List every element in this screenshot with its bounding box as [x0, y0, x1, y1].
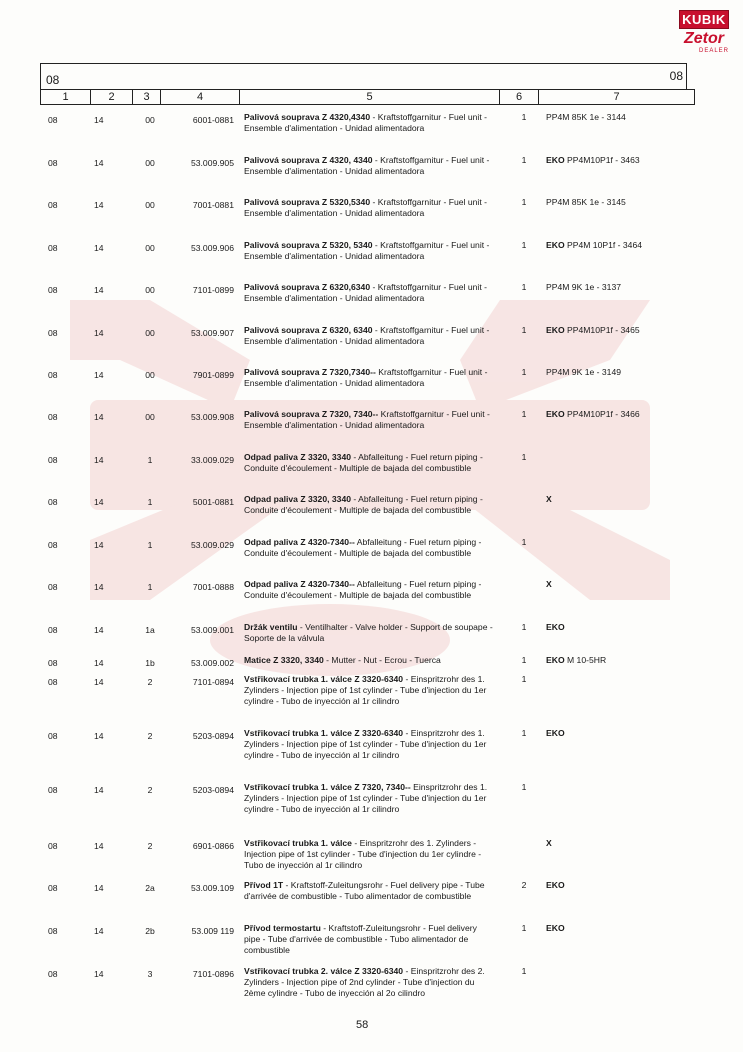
row-group: 08: [48, 582, 58, 592]
row-description-title: Vstřikovací trubka 1. válce: [244, 838, 352, 848]
row-note-text: PP4M10P1f - 3465: [564, 325, 640, 335]
row-subgroup: 14: [94, 658, 104, 668]
row-part-number: 53.009.906: [190, 243, 234, 253]
row-description-text: - Ventilhalter - Valve holder - Support de soupape - Soporte de la válvula: [244, 622, 493, 643]
row-description-title: Odpad paliva Z 3320, 3340: [244, 452, 351, 462]
kubik-zetor-logo: [679, 10, 729, 60]
row-note: [546, 494, 696, 505]
row-description-text: - Kraftstoffgarnitur - Fuel unit - Ensemble d'alimentation - Unidad alimentadora: [244, 240, 490, 261]
column-header-row: [40, 89, 695, 105]
row-description-text: - Abfalleitung - Fuel return piping - Conduite d'écoulement - Multiple de bajada del combustible: [244, 494, 483, 515]
row-description-title: Odpad paliva Z 4320-7340--: [244, 537, 355, 547]
row-description-text: Abfalleitung - Fuel return piping - Conduite d'écoulement - Multiple de bajada del combustible: [244, 537, 482, 558]
row-description-text: - Mutter - Nut - Ecrou - Tuerca: [323, 655, 441, 665]
row-description: [244, 838, 494, 871]
row-group: 08: [48, 969, 58, 979]
row-part-number: 53.009.109: [190, 883, 234, 893]
row-note-text: PP4M10P1f - 3463: [564, 155, 640, 165]
row-note-text: M 10-5HR: [564, 655, 607, 665]
row-quantity: 1: [521, 282, 527, 292]
row-description-text: - Kraftstoff-Zuleitungsrohr - Fuel delivery pipe - Tube d'arrivée de combustible - Tubo alimentador de combustible: [244, 880, 485, 901]
row-subgroup: 14: [94, 115, 104, 125]
row-part-number: 7001-0888: [192, 582, 234, 592]
row-description-text: - Einspritzrohr des 1. Zylinders - Injection pipe of 1st cylinder - Tube d'injection du 1er cylindre - Tubo de inyección al 1r cilindro: [244, 674, 487, 706]
row-subgroup: 14: [94, 158, 104, 168]
row-part-number: 53.009.001: [190, 625, 234, 635]
row-position: 2a: [145, 883, 155, 893]
column-header: 2: [91, 90, 133, 104]
row-description-title: Palivová souprava Z 6320, 6340: [244, 325, 373, 335]
row-subgroup: 14: [94, 677, 104, 687]
row-group: 08: [48, 731, 58, 741]
row-quantity: 1: [521, 655, 527, 665]
row-note-flag: EKO: [546, 923, 565, 933]
row-description-text: - Kraftstoffgarnitur - Fuel unit - Ensemble d'alimentation - Unidad alimentadora: [244, 325, 490, 346]
row-note-flag: X: [546, 494, 552, 504]
row-note-flag: EKO: [546, 880, 565, 890]
column-header: 6: [500, 90, 539, 104]
row-quantity: 1: [521, 622, 527, 632]
row-description: [244, 782, 494, 815]
row-part-number: 53.009.002: [190, 658, 234, 668]
row-description-text: - Kraftstoff-Zuleitungsrohr - Fuel delivery pipe - Tube d'arrivée de combustible - Tubo alimentador de combustible: [244, 923, 477, 955]
row-quantity: 1: [521, 240, 527, 250]
row-note-flag: EKO: [546, 155, 565, 165]
row-description: [244, 923, 494, 956]
section-code-right: 08: [669, 69, 683, 83]
row-part-number: 7901-0899: [192, 370, 234, 380]
row-note-flag: EKO: [546, 325, 565, 335]
logo-kubik-text: KUBIK: [679, 10, 729, 29]
row-group: 08: [48, 658, 58, 668]
row-description: [244, 452, 494, 474]
row-description-title: Přívod 1T: [244, 880, 284, 890]
row-quantity: 1: [521, 155, 527, 165]
logo-dealer-text: DEALER: [698, 48, 729, 54]
section-header: [40, 63, 687, 89]
row-description-text: Kraftstoffgarnitur - Fuel unit - Ensemble d'alimentation - Unidad alimentadora: [244, 409, 490, 430]
row-description-title: Odpad paliva Z 4320-7340--: [244, 579, 355, 589]
row-note: [546, 880, 696, 891]
row-part-number: 7101-0896: [192, 969, 234, 979]
row-description: [244, 728, 494, 761]
row-group: 08: [48, 455, 58, 465]
row-description-text: - Einspritzrohr des 2. Zylinders - Injection pipe of 2nd cylinder - Tube d'injection du 2ème cylindre - Tubo de inyección al 2o cilindro: [244, 966, 485, 998]
row-group: 08: [48, 926, 58, 936]
row-group: 08: [48, 785, 58, 795]
row-description-title: Palivová souprava Z 4320, 4340: [244, 155, 373, 165]
row-part-number: 53.009.908: [190, 412, 234, 422]
row-description: [244, 112, 494, 134]
row-position: 00: [145, 412, 155, 422]
row-subgroup: 14: [94, 883, 104, 893]
row-description-text: Kraftstoffgarnitur - Fuel unit - Ensemble d'alimentation - Unidad alimentadora: [244, 367, 488, 388]
column-header: 3: [133, 90, 161, 104]
row-part-number: 53.009 119: [191, 926, 234, 936]
row-description-title: Palivová souprava Z 6320,6340: [244, 282, 371, 292]
row-group: 08: [48, 841, 58, 851]
row-position: 2: [147, 785, 153, 795]
row-part-number: 6001-0881: [192, 115, 234, 125]
column-header: 1: [41, 90, 91, 104]
row-subgroup: 14: [94, 926, 104, 936]
row-subgroup: 14: [94, 285, 104, 295]
row-position: 00: [145, 328, 155, 338]
row-note-flag: X: [546, 838, 552, 848]
row-position: 1: [147, 497, 153, 507]
row-note: [546, 240, 696, 251]
row-part-number: 33.009.029: [190, 455, 234, 465]
row-quantity: 1: [521, 728, 527, 738]
row-description-title: Palivová souprava Z 4320,4340: [244, 112, 371, 122]
row-group: 08: [48, 115, 58, 125]
row-description-title: Matice Z 3320, 3340: [244, 655, 324, 665]
row-subgroup: 14: [94, 370, 104, 380]
row-description: [244, 494, 494, 516]
row-description-title: Palivová souprava Z 5320,5340: [244, 197, 371, 207]
row-description-title: Vstřikovací trubka 1. válce Z 3320-6340: [244, 674, 404, 684]
row-position: 1: [147, 540, 153, 550]
row-description-title: Přívod termostartu: [244, 923, 321, 933]
row-note-text: PP4M 9K 1e - 3149: [546, 367, 622, 377]
row-position: 00: [145, 200, 155, 210]
row-quantity: 1: [521, 923, 527, 933]
column-header: 7: [613, 91, 620, 103]
row-note: [546, 282, 696, 293]
row-note: [546, 655, 696, 666]
row-description-title: Držák ventilu: [244, 622, 298, 632]
row-position: 1: [147, 455, 153, 465]
row-group: 08: [48, 370, 58, 380]
row-description: [244, 155, 494, 177]
row-note-flag: EKO: [546, 240, 565, 250]
row-quantity: 1: [521, 409, 527, 419]
row-note-flag: EKO: [546, 728, 565, 738]
row-position: 2: [147, 841, 153, 851]
row-description-text: - Einspritzrohr des 1. Zylinders - Injection pipe of 1st cylinder - Tube d'injection du 1er cylindre - Tubo de inyección al 1r cilindro: [244, 728, 487, 760]
row-description-title: Palivová souprava Z 5320, 5340: [244, 240, 373, 250]
row-quantity: 1: [521, 325, 527, 335]
row-description: [244, 655, 494, 666]
row-note: [546, 728, 696, 739]
section-code-left: 08: [46, 73, 60, 87]
row-subgroup: 14: [94, 455, 104, 465]
row-note-flag: X: [546, 579, 552, 589]
row-description: [244, 622, 494, 644]
row-note-flag: EKO: [546, 655, 565, 665]
row-group: 08: [48, 540, 58, 550]
column-header: 5: [240, 90, 500, 104]
row-note-text: PP4M10P1f - 3466: [564, 409, 640, 419]
row-description-title: Vstřikovací trubka 2. válce Z 3320-6340: [244, 966, 404, 976]
row-part-number: 5001-0881: [192, 497, 234, 507]
row-subgroup: 14: [94, 497, 104, 507]
row-note: [546, 838, 696, 849]
row-note-text: PP4M 85K 1e - 3144: [546, 112, 626, 122]
row-position: 00: [145, 285, 155, 295]
row-position: 2: [147, 731, 153, 741]
row-description-text: Einspritzrohr des 1. Zylinders - Injection pipe of 1st cylinder - Tube d'injection du 1er cylindre - Tubo de inyección al 1r cilindro: [244, 782, 488, 814]
row-subgroup: 14: [94, 540, 104, 550]
row-group: 08: [48, 243, 58, 253]
row-part-number: 6901-0866: [192, 841, 234, 851]
row-quantity: 1: [521, 452, 527, 462]
row-description-text: - Abfalleitung - Fuel return piping - Conduite d'écoulement - Multiple de bajada del combustible: [244, 452, 483, 473]
row-subgroup: 14: [94, 412, 104, 422]
row-quantity: 1: [521, 782, 527, 792]
row-description: [244, 325, 494, 347]
row-subgroup: 14: [94, 731, 104, 741]
row-subgroup: 14: [94, 785, 104, 795]
row-subgroup: 14: [94, 625, 104, 635]
row-note-text: PP4M 10P1f - 3464: [564, 240, 643, 250]
row-position: 00: [145, 370, 155, 380]
row-position: 1a: [145, 625, 155, 635]
row-quantity: 1: [521, 112, 527, 122]
row-position: 2: [147, 677, 153, 687]
row-quantity: 1: [521, 197, 527, 207]
row-note: [546, 325, 696, 336]
row-description-title: Odpad paliva Z 3320, 3340: [244, 494, 351, 504]
row-group: 08: [48, 883, 58, 893]
row-quantity: 2: [521, 880, 527, 890]
row-note: [546, 622, 696, 633]
page-number: 58: [356, 1019, 369, 1031]
row-note: [546, 112, 696, 123]
row-position: 00: [145, 243, 155, 253]
row-group: 08: [48, 412, 58, 422]
row-subgroup: 14: [94, 969, 104, 979]
row-description-text: - Kraftstoffgarnitur - Fuel unit - Ensemble d'alimentation - Unidad alimentadora: [244, 155, 490, 176]
row-position: 00: [145, 158, 155, 168]
row-description-text: - Kraftstoffgarnitur - Fuel unit - Ensemble d'alimentation - Unidad alimentadora: [244, 197, 487, 218]
row-subgroup: 14: [94, 841, 104, 851]
row-note: [546, 155, 696, 166]
row-note: [546, 367, 696, 378]
row-note-flag: EKO: [546, 622, 565, 632]
row-note: [546, 923, 696, 934]
row-note: [546, 409, 696, 420]
row-group: 08: [48, 285, 58, 295]
row-group: 08: [48, 677, 58, 687]
logo-zetor-text: Zetor: [684, 30, 724, 47]
row-group: 08: [48, 497, 58, 507]
column-header: 4: [161, 90, 240, 104]
row-part-number: 7101-0899: [192, 285, 234, 295]
row-position: 1: [147, 582, 153, 592]
row-description: [244, 409, 494, 431]
row-description-title: Palivová souprava Z 7320,7340--: [244, 367, 376, 377]
row-part-number: 5203-0894: [192, 785, 234, 795]
row-position: 1b: [145, 658, 155, 668]
row-subgroup: 14: [94, 243, 104, 253]
row-description-text: - Kraftstoffgarnitur - Fuel unit - Ensemble d'alimentation - Unidad alimentadora: [244, 282, 487, 303]
row-part-number: 7101-0894: [192, 677, 234, 687]
row-description: [244, 674, 494, 707]
row-part-number: 5203-0894: [192, 731, 234, 741]
row-group: 08: [48, 328, 58, 338]
row-note: [546, 197, 696, 208]
row-description: [244, 537, 494, 559]
row-description-text: - Einspritzrohr des 1. Zylinders - Injection pipe of 1st cylinder - Tube d'injection du 1er cylindre - Tubo de inyección al 1r cilindro: [244, 838, 482, 870]
row-description-title: Palivová souprava Z 7320, 7340--: [244, 409, 379, 419]
row-group: 08: [48, 158, 58, 168]
row-group: 08: [48, 200, 58, 210]
row-description: [244, 197, 494, 219]
row-part-number: 53.009.907: [190, 328, 234, 338]
row-description: [244, 966, 494, 999]
row-quantity: 1: [521, 966, 527, 976]
row-position: 3: [147, 969, 153, 979]
row-position: 00: [145, 115, 155, 125]
row-subgroup: 14: [94, 582, 104, 592]
row-quantity: 1: [521, 537, 527, 547]
row-description-title: Vstřikovací trubka 1. válce Z 3320-6340: [244, 728, 404, 738]
row-part-number: 53.009.029: [190, 540, 234, 550]
row-group: 08: [48, 625, 58, 635]
row-subgroup: 14: [94, 200, 104, 210]
row-description: [244, 579, 494, 601]
row-description-title: Vstřikovací trubka 1. válce Z 7320, 7340--: [244, 782, 411, 792]
row-subgroup: 14: [94, 328, 104, 338]
row-quantity: 1: [521, 674, 527, 684]
row-part-number: 7001-0881: [192, 200, 234, 210]
row-description: [244, 240, 494, 262]
row-description: [244, 367, 494, 389]
row-description: [244, 282, 494, 304]
row-description: [244, 880, 494, 902]
row-position: 2b: [145, 926, 155, 936]
row-description-text: Abfalleitung - Fuel return piping - Conduite d'écoulement - Multiple de bajada del combustible: [244, 579, 482, 600]
row-note-text: PP4M 9K 1e - 3137: [546, 282, 622, 292]
row-note-flag: EKO: [546, 409, 565, 419]
row-note-text: PP4M 85K 1e - 3145: [546, 197, 626, 207]
row-description-text: - Kraftstoffgarnitur - Fuel unit - Ensemble d'alimentation - Unidad alimentadora: [244, 112, 487, 133]
row-part-number: 53.009.905: [190, 158, 234, 168]
row-note: [546, 579, 696, 590]
row-quantity: 1: [521, 367, 527, 377]
